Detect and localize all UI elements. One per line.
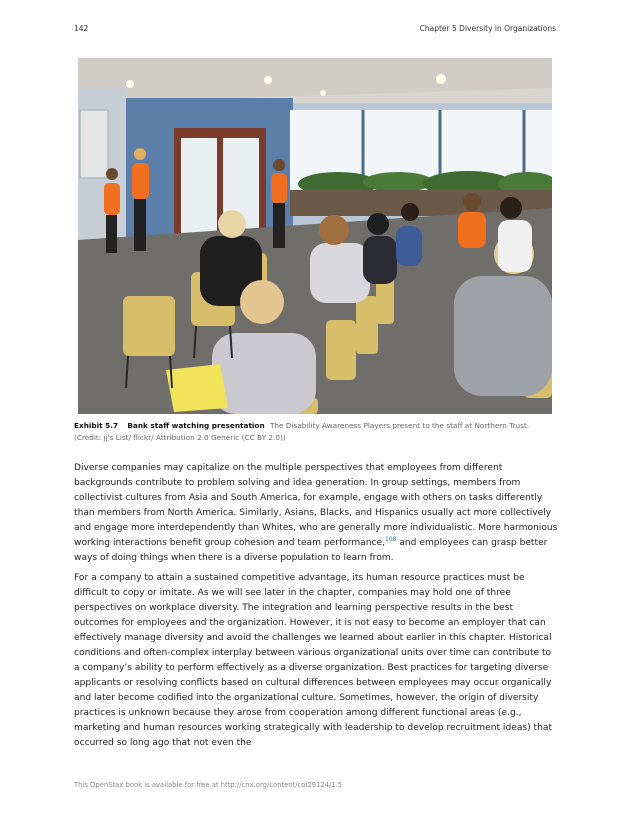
footnote-ref-108[interactable]: 108 — [385, 536, 397, 543]
paragraph-1-continuation: and employees can grasp better ways of doing things when there is a diverse population to learn from. — [74, 538, 548, 563]
presentation-photo — [78, 58, 552, 414]
page-footer: This OpenStax book is available for free at http://cnx.org/content/col29124/1.5 — [74, 781, 343, 789]
paragraph-1 — [74, 461, 558, 566]
figure-caption — [74, 420, 558, 443]
paragraph-2: For a company to attain a sustained competitive advantage, its human resource practices must be difficult to copy or imitate. As we will see later in the chapter, companies may hold one of three perspectives on workplace diversity. The integration and learning perspective results in the best outcomes for employees and the organization. However, it is not easy to become an employer that can effectively manage diversity and avoid the challenges we learned about earlier in this chapter. Historical conditions and often-complex interplay between various organizational units over time can contribute to a company’s ability to perform effectively as a diverse organization. Best practices for targeting diverse applicants or resolving conflicts based on cultural differences between employees may occur organically and later become codified into the organizational culture. Sometimes, however, the origin of diversity practices is unknown because they arose from cooperation among different functional areas (e.g., marketing and human resources working strategically with leadership to develop recruitment ideas) that occurred so long ago that not even the — [74, 573, 553, 748]
figure-description: The Disability Awareness Players present to the staff at Northern Trust. (Credit: jj's List/ flickr/ Attribution 2.0 Generic (CC BY 2.0)) — [74, 421, 530, 442]
chapter-title: Chapter 5 Diversity in Organizations — [419, 24, 556, 33]
page-header — [74, 24, 556, 36]
figure-title: Bank staff watching presentation — [127, 421, 265, 430]
main-text — [74, 461, 558, 756]
page-number: 142 — [74, 24, 89, 33]
figure-label: Exhibit 5.7 — [74, 421, 119, 430]
paragraph-1-text: Diverse companies may capitalize on the multiple perspectives that employees from different backgrounds contribute to problem solving and idea generation. In group settings, members from collectivist cultures from Asia and South America, for example, engage with others on tasks differently than members from North America. Similarly, Asians, Blacks, and Hispanics usually act more collectively and engage more interdependently than Whites, who are generally more individualistic. More harmonious working interactions benefit group cohesion and team performance, — [74, 463, 558, 548]
